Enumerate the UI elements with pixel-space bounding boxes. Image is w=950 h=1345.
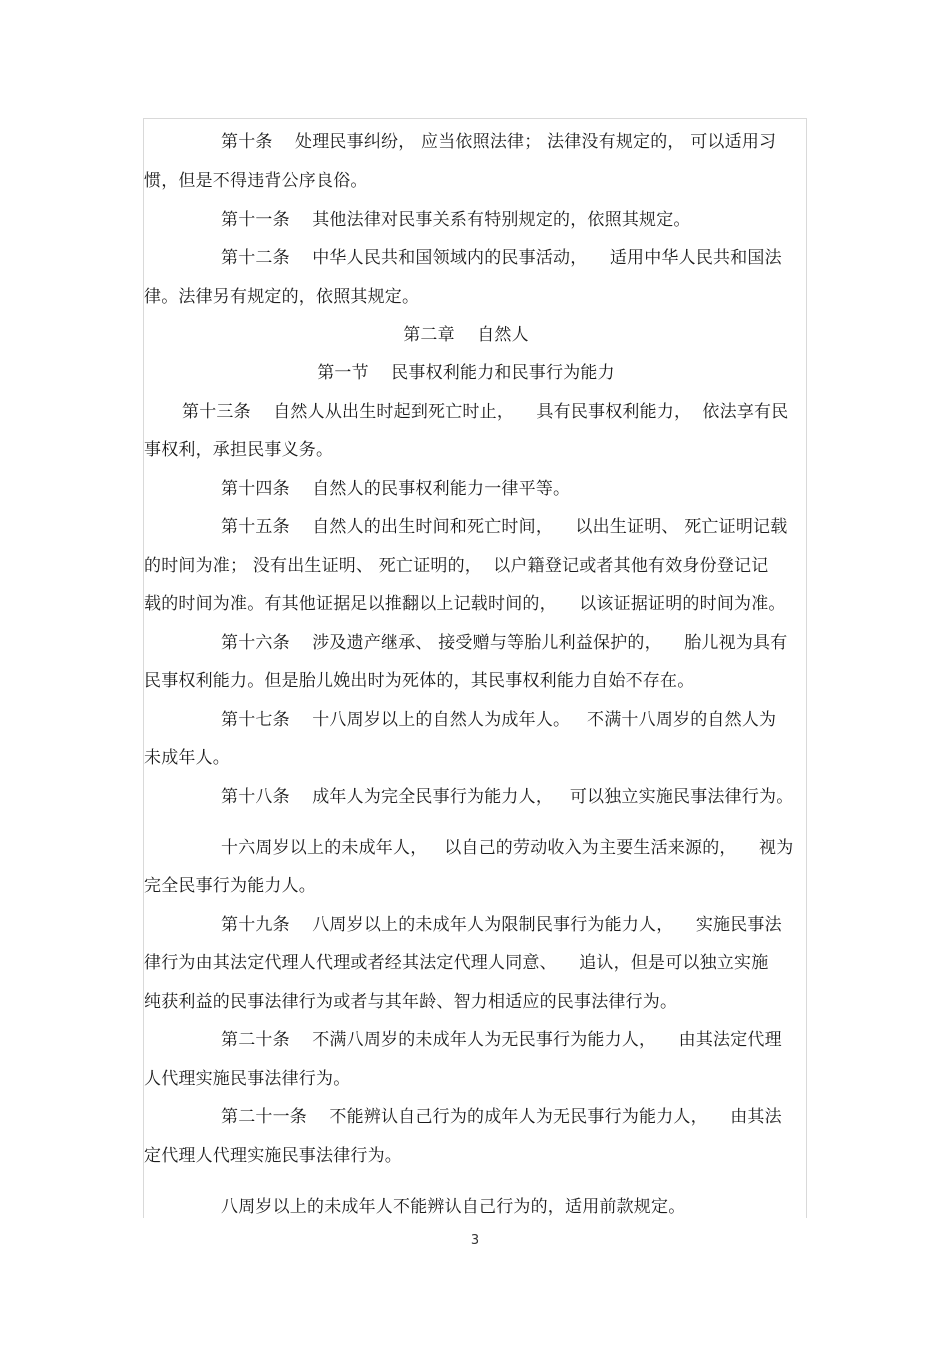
article-13-line-1: 第十三条 自然人从出生时起到死亡时止， 具有民事权利能力， 依法享有民 — [182, 402, 789, 422]
section-heading: 第一节 民事权利能力和民事行为能力 — [317, 363, 615, 383]
article-19-line-1: 第十九条 八周岁以上的未成年人为限制民事行为能力人， 实施民事法 — [221, 915, 782, 935]
article-13-line-2: 事权利，承担民事义务。 — [144, 440, 334, 460]
article-12-line-2: 律。法律另有规定的，依照其规定。 — [144, 287, 420, 307]
article-20-line-2: 人代理实施民事法律行为。 — [144, 1069, 351, 1089]
article-15-line-1: 第十五条 自然人的出生时间和死亡时间， 以出生证明、 死亡证明记载 — [221, 517, 788, 537]
article-16-line-1: 第十六条 涉及遗产继承、 接受赠与等胎儿利益保护的， 胎儿视为具有 — [221, 633, 788, 653]
page-text-frame — [143, 118, 807, 1218]
article-21-line-2: 定代理人代理实施民事法律行为。 — [144, 1146, 402, 1166]
article-21-paragraph-2: 八周岁以上的未成年人不能辨认自己行为的，适用前款规定。 — [221, 1197, 686, 1217]
chapter-heading: 第二章 自然人 — [403, 325, 529, 345]
article-14-line-1: 第十四条 自然人的民事权利能力一律平等。 — [221, 479, 571, 499]
article-15-line-3: 载的时间为准。有其他证据足以推翻以上记载时间的， 以该证据证明的时间为准。 — [144, 594, 786, 614]
article-18-line-1: 第十八条 成年人为完全民事行为能力人， 可以独立实施民事法律行为。 — [221, 787, 794, 807]
article-19-line-2: 律行为由其法定代理人代理或者经其法定代理人同意、 追认，但是可以独立实施 — [144, 953, 769, 973]
article-11-line-1: 第十一条 其他法律对民事关系有特别规定的，依照其规定。 — [221, 210, 691, 230]
article-18-paragraph-2-line-2: 完全民事行为能力人。 — [144, 876, 316, 896]
article-18-paragraph-2-line-1: 十六周岁以上的未成年人， 以自己的劳动收入为主要生活来源的， 视为 — [221, 838, 794, 858]
article-15-line-2: 的时间为准； 没有出生证明、 死亡证明的， 以户籍登记或者其他有效身份登记记 — [144, 556, 769, 576]
page-number: 3 — [470, 1233, 480, 1248]
article-19-line-3: 纯获利益的民事法律行为或者与其年龄、智力相适应的民事法律行为。 — [144, 992, 678, 1012]
article-20-line-1: 第二十条 不满八周岁的未成年人为无民事行为能力人， 由其法定代理 — [221, 1030, 782, 1050]
article-17-line-1: 第十七条 十八周岁以上的自然人为成年人。 不满十八周岁的自然人为 — [221, 710, 777, 730]
article-17-line-2: 未成年人。 — [144, 748, 230, 768]
article-10-line-2: 惯，但是不得违背公序良俗。 — [144, 171, 368, 191]
article-16-line-2: 民事权利能力。但是胎儿娩出时为死体的，其民事权利能力自始不存在。 — [144, 671, 695, 691]
article-10-line-1: 第十条 处理民事纠纷， 应当依照法律； 法律没有规定的， 可以适用习 — [221, 132, 777, 152]
article-21-line-1: 第二十一条 不能辨认自己行为的成年人为无民事行为能力人， 由其法 — [221, 1107, 782, 1127]
article-12-line-1: 第十二条 中华人民共和国领域内的民事活动， 适用中华人民共和国法 — [221, 248, 782, 268]
